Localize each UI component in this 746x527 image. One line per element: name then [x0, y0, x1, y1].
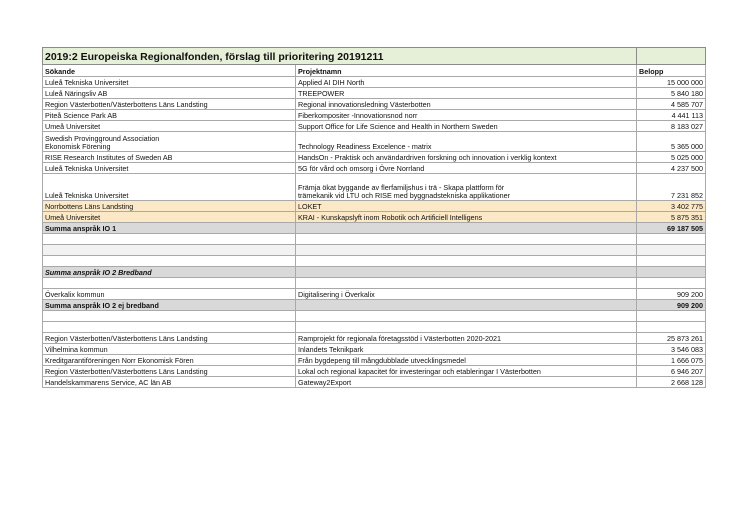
applicant-cell: Region Västerbotten/Västerbottens Läns Landsting [43, 333, 296, 344]
applicant-cell: RISE Research Institutes of Sweden AB [43, 152, 296, 163]
blank-row [43, 256, 706, 267]
amount-cell: 6 946 207 [637, 366, 706, 377]
spreadsheet [42, 47, 705, 388]
table-row [43, 289, 706, 300]
table-row [43, 377, 706, 388]
project-cell: LOKET [296, 201, 637, 212]
applicant-cell: Piteå Science Park AB [43, 110, 296, 121]
applicant-cell: Luleå Näringsliv AB [43, 88, 296, 99]
table-row [43, 110, 706, 121]
table-row [43, 152, 706, 163]
amount-cell: 4 441 113 [637, 110, 706, 121]
priority-table [42, 47, 706, 388]
project-cell: Ramprojekt för regionala företagsstöd i Västerbotten 2020-2021 [296, 333, 637, 344]
header-applicant: Sökande [43, 65, 296, 77]
project-cell: KRAI - Kunskapslyft inom Robotik och Artificiell Intelligens [296, 212, 637, 223]
amount-cell: 5 025 000 [637, 152, 706, 163]
sum-empty-cell [637, 267, 706, 278]
project-cell: TREEPOWER [296, 88, 637, 99]
amount-cell: 5 840 180 [637, 88, 706, 99]
amount-cell: 1 666 075 [637, 355, 706, 366]
amount-cell: 25 873 261 [637, 333, 706, 344]
project-cell: Gateway2Export [296, 377, 637, 388]
amount-cell: 5 365 000 [637, 132, 706, 152]
sum-row-io2-ej-bredband [43, 300, 706, 311]
project-cell: HandsOn - Praktisk och användardriven forskning och innovation i verklig kontext [296, 152, 637, 163]
sum-row-io2-bredband [43, 267, 706, 278]
table-row [43, 88, 706, 99]
sum-label: Summa anspråk IO 2 Bredband [43, 267, 296, 278]
project-cell: Från bygdepeng till mångdubblade utvecklingsmedel [296, 355, 637, 366]
applicant-cell: Kreditgarantiföreningen Norr Ekonomisk Fören [43, 355, 296, 366]
table-row [43, 355, 706, 366]
table-row [43, 99, 706, 110]
highlighted-row [43, 201, 706, 212]
project-cell: Digitalisering i Överkalix [296, 289, 637, 300]
table-row [43, 333, 706, 344]
applicant-cell: Luleå Tekniska Universitet [43, 174, 296, 201]
table-row [43, 344, 706, 355]
amount-cell: 3 402 775 [637, 201, 706, 212]
blank-row [43, 234, 706, 245]
blank-row [43, 311, 706, 322]
project-cell [296, 174, 637, 201]
applicant-cell: Vilhelmina kommun [43, 344, 296, 355]
table-row [43, 366, 706, 377]
project-cell: Inlandets Teknikpark [296, 344, 637, 355]
applicant-cell: Överkalix kommun [43, 289, 296, 300]
sum-label: Summa anspråk IO 2 ej bredband [43, 300, 296, 311]
sum-empty-cell [296, 267, 637, 278]
applicant-cell: Region Västerbotten/Västerbottens Läns Landsting [43, 366, 296, 377]
header-amount: Belopp [637, 65, 706, 77]
applicant-cell: Luleå Tekniska Universitet [43, 77, 296, 88]
title-row [43, 48, 706, 65]
header-project: Projektnamn [296, 65, 637, 77]
applicant-line: Swedish Provingground Association [45, 133, 160, 143]
amount-cell: 15 000 000 [637, 77, 706, 88]
table-row [43, 77, 706, 88]
blank-row [43, 245, 706, 256]
highlighted-row [43, 212, 706, 223]
amount-cell: 2 668 128 [637, 377, 706, 388]
table-row [43, 163, 706, 174]
amount-cell: 909 200 [637, 289, 706, 300]
project-cell: Lokal och regional kapacitet för investeringar och etableringar I Västerbotten [296, 366, 637, 377]
sheet-title: 2019:2 Europeiska Regionalfonden, förslag till prioritering 20191211 [43, 48, 637, 65]
applicant-cell: Region Västerbotten/Västerbottens Läns Landsting [43, 99, 296, 110]
project-cell: Fiberkompositer -Innovationsnod norr [296, 110, 637, 121]
header-row [43, 65, 706, 77]
project-cell: Support Office for Life Science and Health in Northern Sweden [296, 121, 637, 132]
project-cell: Regional innovationsledning Västerbotten [296, 99, 637, 110]
sum-amount: 909 200 [637, 300, 706, 311]
sum-amount: 69 187 505 [637, 223, 706, 234]
amount-cell: 8 183 027 [637, 121, 706, 132]
sum-empty-cell [296, 223, 637, 234]
applicant-cell: Umeå Universitet [43, 212, 296, 223]
sum-row-io1 [43, 223, 706, 234]
applicant-cell: Luleå Tekniska Universitet [43, 163, 296, 174]
applicant-cell: Norrbottens Läns Landsting [43, 201, 296, 212]
amount-cell: 3 546 083 [637, 344, 706, 355]
amount-cell: 7 231 852 [637, 174, 706, 201]
project-cell: Applied AI DIH North [296, 77, 637, 88]
applicant-cell: Umeå Universitet [43, 121, 296, 132]
applicant-cell: Handelskammarens Service, AC län AB [43, 377, 296, 388]
table-row [43, 121, 706, 132]
project-line: Främja ökat byggande av flerfamiljshus i trä - Skapa plattform för [298, 182, 505, 192]
sum-empty-cell [296, 300, 637, 311]
amount-cell: 4 585 707 [637, 99, 706, 110]
applicant-line: Ekonomisk Förening [45, 141, 111, 151]
title-empty-cell [637, 48, 706, 65]
project-cell: Technology Readiness Excelence - matrix [296, 132, 637, 152]
sum-label: Summa anspråk IO 1 [43, 223, 296, 234]
table-row [43, 132, 706, 152]
amount-cell: 4 237 500 [637, 163, 706, 174]
blank-row [43, 278, 706, 289]
amount-cell: 5 875 351 [637, 212, 706, 223]
blank-row [43, 322, 706, 333]
applicant-cell [43, 132, 296, 152]
project-line: trämekanik vid LTU och RISE med byggnadstekniska applikationer [298, 190, 511, 200]
project-cell: 5G för vård och omsorg i Övre Norrland [296, 163, 637, 174]
table-row [43, 174, 706, 201]
